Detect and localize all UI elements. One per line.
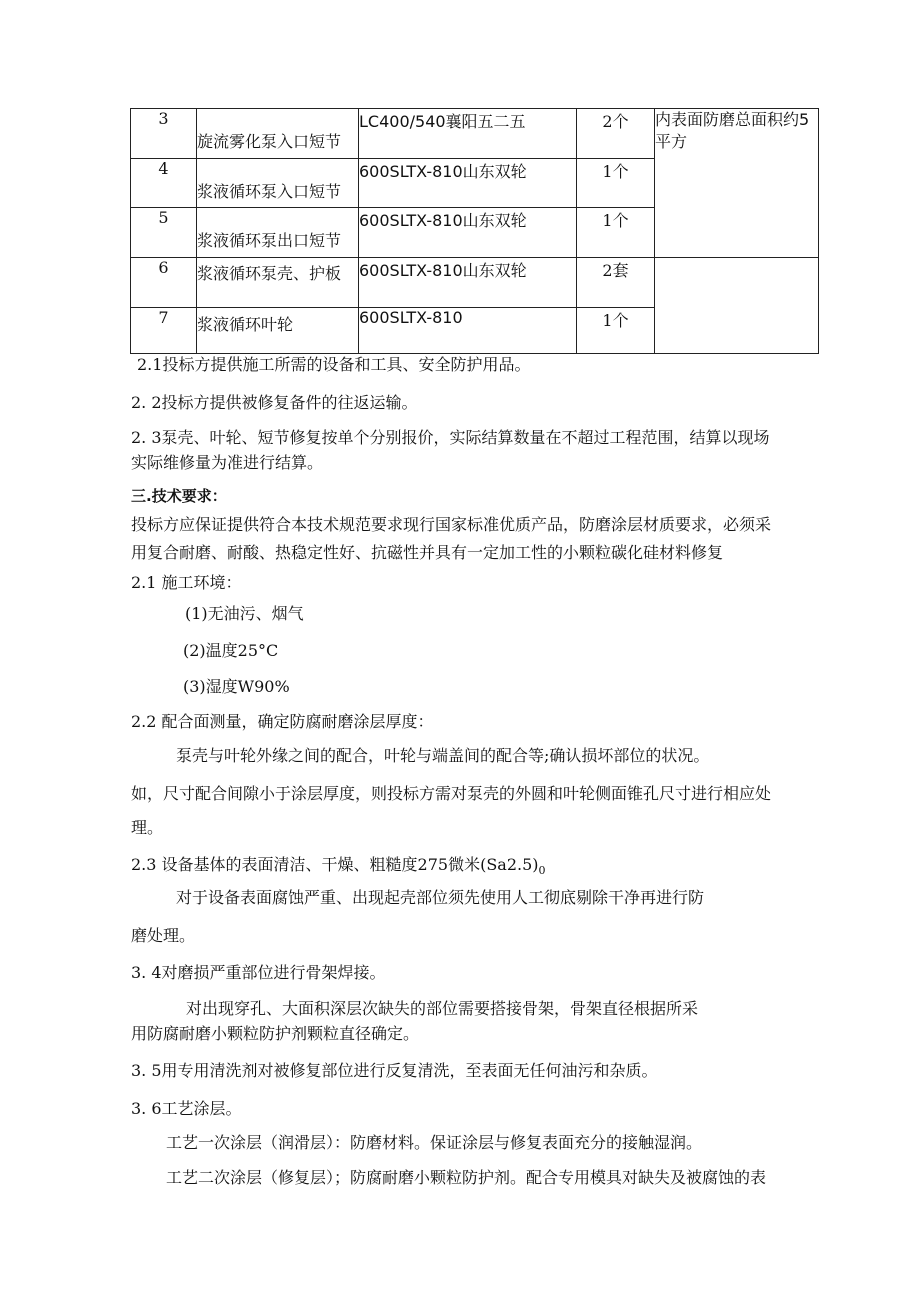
surface-line-1: 对于设备表面腐蚀严重、出现起壳部位须先使用人工彻底剔除干净再进行防 [176, 888, 705, 907]
row-model: 600SLTX-810山东双轮 [359, 258, 577, 308]
intro-line-2: 用复合耐磨、耐酸、热稳定性好、抗磁性并具有一定加工性的小颗粒碳化硅材料修复 [131, 543, 724, 562]
clean-paragraph: 3. 5用专用清洗剂对被修复部位进行反复清洗，至表面无任何油污和杂质。 [131, 1061, 658, 1080]
weld-line-2: 用防腐耐磨小颗粒防护剂颗粒直径确定。 [131, 1024, 420, 1043]
section-heading: 三.技术要求： [131, 487, 227, 505]
row-name: 浆液循环泵入口短节 [197, 159, 359, 208]
measure-line-3: 理。 [131, 818, 164, 837]
row-qty: 1个 [577, 308, 655, 354]
row-no: 5 [131, 208, 197, 258]
row-model: 600SLTX-810 [359, 308, 577, 354]
row-name: 浆液循环泵壳、护板 [197, 258, 359, 308]
row-model: LC400/540襄阳五二五 [359, 109, 577, 159]
row-name: 浆液循环泵出口短节 [197, 208, 359, 258]
coating-heading: 3. 6工艺涂层。 [131, 1099, 242, 1118]
table-row [131, 109, 819, 159]
row-no: 4 [131, 159, 197, 208]
paragraph-2-2: 2. 2投标方提供被修复备件的往返运输。 [131, 393, 418, 412]
coating-line-2: 工艺二次涂层（修复层）；防腐耐磨小颗粒防护剂。配合专用模具对缺失及被腐蚀的表 [166, 1168, 767, 1187]
measure-line-1: 泵壳与叶轮外缘之间的配合，叶轮与端盖间的配合等;确认损坏部位的状况。 [176, 746, 710, 765]
surface-line-2: 磨处理。 [131, 926, 196, 945]
measure-line-2: 如，尺寸配合间隙小于涂层厚度，则投标方需对泵壳的外圆和叶轮侧面锥孔尺寸进行相应处 [131, 784, 772, 803]
row-no: 3 [131, 109, 197, 159]
table-row [131, 258, 819, 308]
env-item-1: (1)无油污、烟气 [185, 604, 304, 623]
surface-heading: 2.3 设备基体的表面清洁、干燥、粗糙度275微米$(Sa2.5)_0$ [131, 855, 546, 878]
paragraph-2-3: 2. 3泵壳、叶轮、短节修复按单个分别报价，实际结算数量在不超过工程范围，结算以现场 [131, 428, 770, 447]
weld-heading: 3. 4对磨损严重部位进行骨架焊接。 [131, 963, 386, 982]
row-model: 600SLTX-810山东双轮 [359, 159, 577, 208]
spec-table [130, 108, 819, 354]
coating-line-1: 工艺一次涂层（润滑层）：防磨材料。保证涂层与修复表面充分的接触湿润。 [166, 1133, 703, 1152]
measure-heading: 2.2 配合面测量，确定防腐耐磨涂层厚度： [131, 712, 434, 731]
row-qty: 1个 [577, 159, 655, 208]
env-heading: 2.1 施工环境： [131, 573, 242, 592]
env-item-2: (2)温度25°C [183, 641, 279, 660]
row-qty: 2个 [577, 109, 655, 159]
row-model: 600SLTX-810山东双轮 [359, 208, 577, 258]
paragraph-2-1: 2.1投标方提供施工所需的设备和工具、安全防护用品。 [137, 355, 531, 374]
remark-cell: 内表面防磨总面积约5平方 [655, 109, 819, 258]
paragraph-2-3-cont: 实际维修量为准进行结算。 [131, 453, 324, 472]
empty-cell [655, 258, 819, 354]
row-qty: 1个 [577, 208, 655, 258]
intro-line-1: 投标方应保证提供符合本技术规范要求现行国家标准优质产品，防磨涂层材质要求，必须采 [131, 515, 772, 534]
env-item-3: (3)湿度W90% [183, 677, 290, 696]
row-no: 7 [131, 308, 197, 354]
row-qty: 2套 [577, 258, 655, 308]
row-no: 6 [131, 258, 197, 308]
row-name: 浆液循环叶轮 [197, 308, 359, 354]
row-name: 旋流雾化泵入口短节 [197, 109, 359, 159]
weld-line-1: 对出现穿孔、大面积深层次缺失的部位需要搭接骨架，骨架直径根据所采 [186, 999, 699, 1018]
